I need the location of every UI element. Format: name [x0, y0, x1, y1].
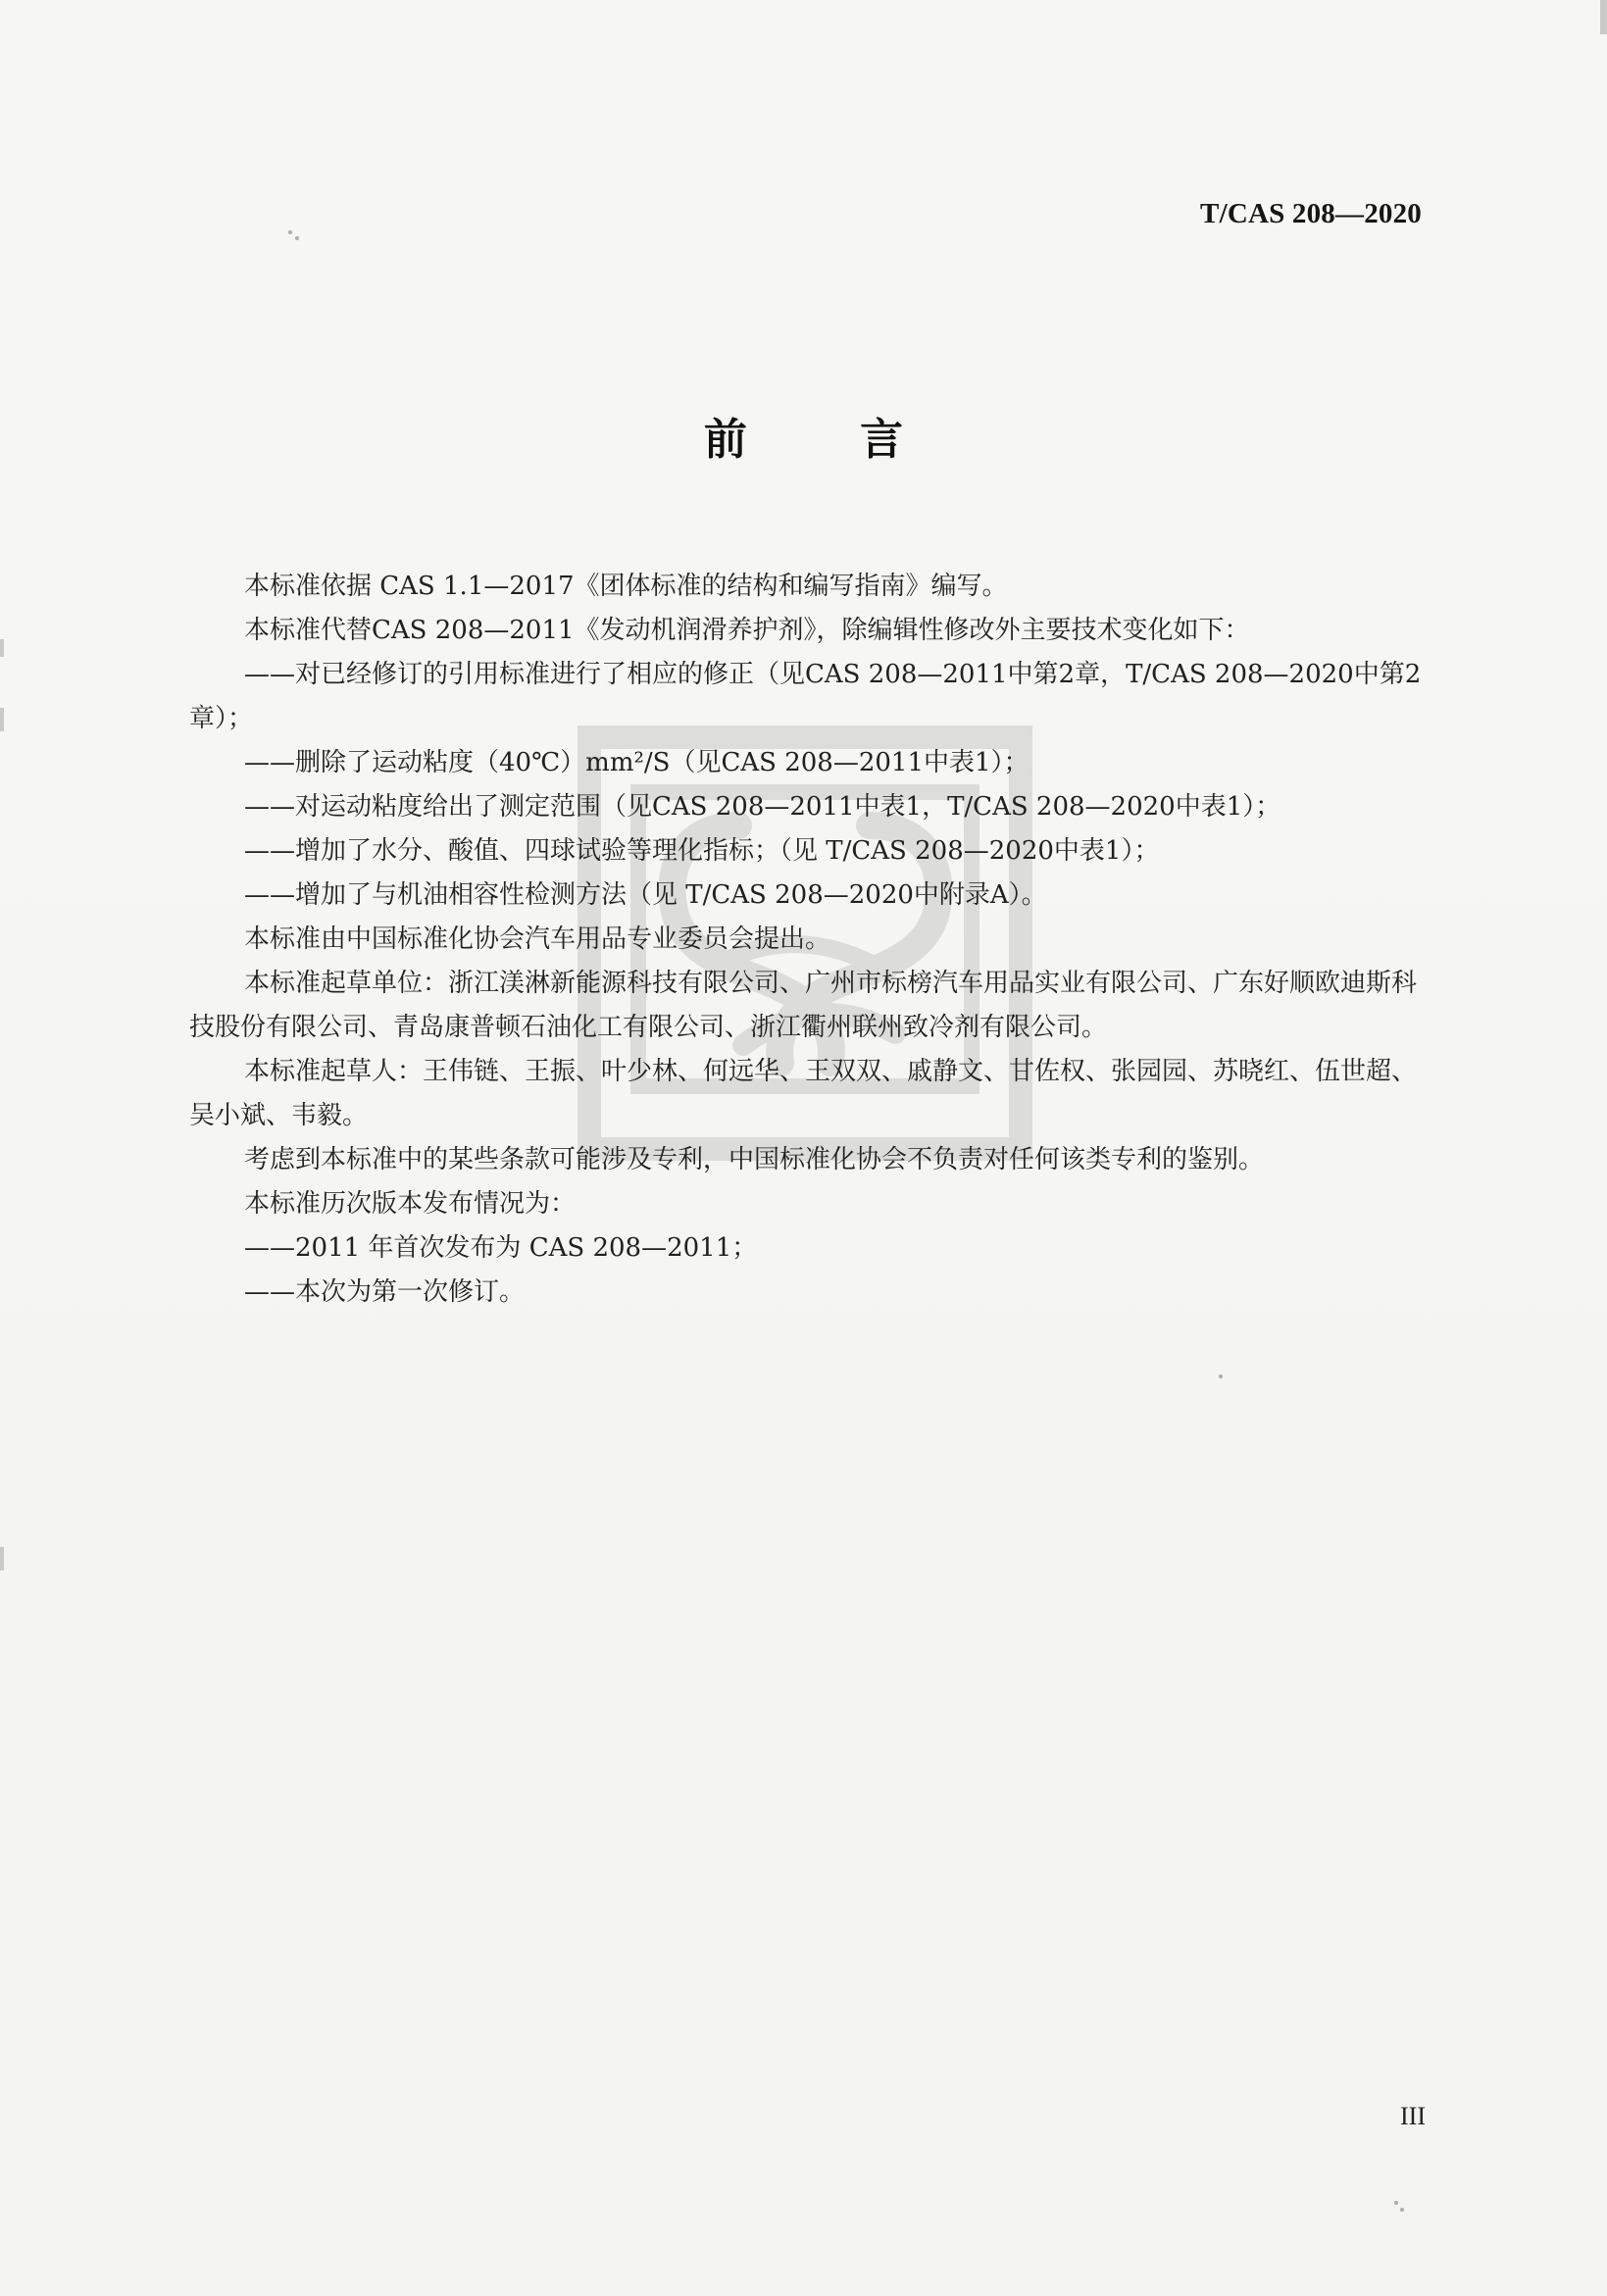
scan-speck	[1394, 2201, 1398, 2205]
change-item: ——对运动粘度给出了测定范围（见CAS 208—2011中表1，T/CAS 208—2020中表1）；	[244, 792, 1281, 822]
scan-edge-mark-left-upper	[0, 639, 4, 657]
drafters: 本标准起草人：王伟链、王振、叶少林、何远华、王双双、戚静文、甘佐权、张园园、苏晓红、伍世超、吴小斌、韦毅。	[189, 1057, 1418, 1130]
foreword-paragraph: 本标准由中国标准化协会汽车用品专业委员会提出。	[244, 924, 831, 954]
scan-edge-mark-left-lower	[0, 1547, 4, 1571]
change-item: ——删除了运动粘度（40℃）mm²/S（见CAS 208—2011中表1）；	[244, 748, 1029, 777]
foreword-paragraph: 本标准依据 CAS 1.1—2017《团体标准的结构和编写指南》编写。	[244, 572, 1008, 601]
drafting-units: 本标准起草单位：浙江渼淋新能源科技有限公司、广州市标榜汽车用品实业有限公司、广东好顺欧迪斯科技股份有限公司、青岛康普顿石油化工有限公司、浙江衢州联州致冷剂有限公司。	[189, 969, 1418, 1042]
change-item: ——对已经修订的引用标准进行了相应的修正（见CAS 208—2011中第2章，T/CAS 208—2020中第2章）；	[189, 660, 1422, 733]
change-item: ——增加了与机油相容性检测方法（见 T/CAS 208—2020中附录A）。	[244, 880, 1047, 910]
foreword-body	[189, 565, 1425, 1315]
page-number: III	[1400, 2102, 1426, 2130]
page-title: 前 言	[703, 415, 953, 465]
scan-speck	[1400, 2208, 1404, 2212]
version-history-item: ——2011 年首次发布为 CAS 208—2011；	[244, 1233, 758, 1263]
version-history-item: ——本次为第一次修订。	[244, 1277, 526, 1307]
scan-edge-mark-top	[1600, 0, 1607, 34]
standard-code: T/CAS 208—2020	[1200, 198, 1422, 229]
patent-notice: 考虑到本标准中的某些条款可能涉及专利，中国标准化协会不负责对任何该类专利的鉴别。	[244, 1145, 1265, 1174]
scan-edge-mark-left-middle	[0, 708, 4, 731]
scan-speck	[1219, 1374, 1223, 1378]
version-history-heading: 本标准历次版本发布情况为：	[244, 1189, 577, 1219]
foreword-paragraph: 本标准代替CAS 208—2011《发动机润滑养护剂》，除编辑性修改外主要技术变化如下：	[244, 616, 1250, 645]
scan-speck	[288, 230, 292, 234]
scan-speck	[295, 236, 299, 240]
change-item: ——增加了水分、酸值、四球试验等理化指标；（见 T/CAS 208—2020中表1）；	[244, 836, 1160, 866]
